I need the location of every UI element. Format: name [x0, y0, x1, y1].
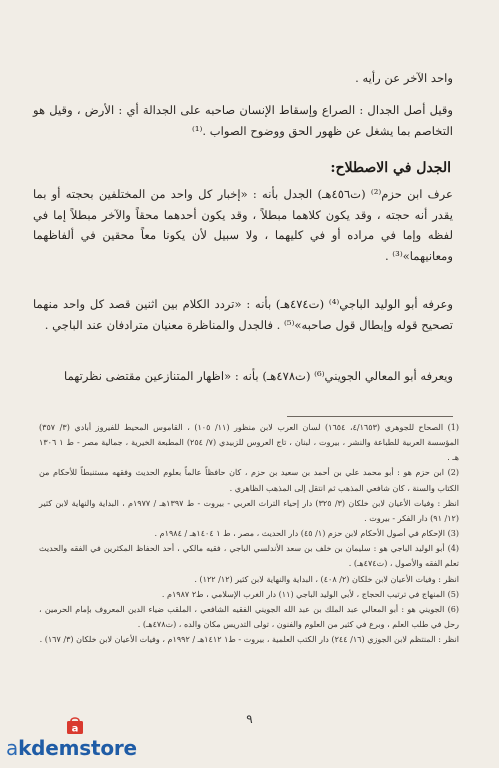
watermark-text-light: a [6, 736, 19, 760]
bag-letter: a [71, 723, 79, 735]
paragraph-5: ويعرفه أبو المعالي الجويني⁽⁶⁾ (ت٤٧٨هـ) بأنه : «اظهار المتنازعين مقتضى نظرتهما [64, 369, 453, 383]
footnotes [39, 420, 459, 647]
footnote-3: (3) الإحكام في أصول الأحكام لابن حزم (١/ ٤٥) دار الحديث ، مصر ، ط ١ ١٤٠٤هـ / ١٩٨٤م . [154, 529, 459, 539]
footnote-6-source: انظر : المنتظم لابن الجوزي (١٦/ ٢٤٤) دار الكتب العلمية ، بيروت - ط١ ١٤١٢هـ / ١٩٩٢م ، وفيات الأعيان لابن خلكان (٣/ ١٦٧) . [39, 635, 459, 645]
paragraph-2: وقيل أصل الجدال : الصراع وإسقاط الإنسان صاحبه على الجدالة أي : الأرض ، وقيل هو التخاصم بما يشغل عن ظهور الحق ووضوح الصواب .⁽¹⁾ [33, 103, 453, 138]
footnote-4-source: انظر : وفيات الأعيان لابن خلكان (٢/ ٤٠٨) ، البداية والنهاية لابن كثير (١٢/ ١٢٢) . [194, 574, 459, 584]
paragraph-3: عرف ابن حزم⁽²⁾ (ت٤٥٦هـ) الجدل بأنه : «إخبار كل واحد من المختلفين بحجته أو بما يقدر أنه حجته ، وقد يكون كلاهما مبطلاً ، وقد يكون أحدهما محقاً والآخر مبطلاً إما في لفظه وإما في مراده أو في كليهما ، ولا سبيل لأن يكونا معاً محقين في ألفاظهما ومعانيهما»⁽³⁾ . [33, 187, 453, 263]
akdemstore-watermark [6, 712, 156, 764]
footnote-divider [287, 416, 453, 417]
shopping-bag-icon [64, 714, 86, 736]
footnote-2-source: انظر : وفيات الأعيان لابن خلكان (٣/ ٣٢٥) دار إحياء التراث العربي - بيروت - ط ١٣٩٧هـ / ١٩٧٧م ، البداية والنهاية لابن كثير (١٢/ ٩١) دار الفكر - بيروت . [39, 498, 460, 523]
paragraph-4: وعرفه أبو الوليد الباجي⁽⁴⁾ (ت٤٧٤هـ) بأنه : «تردد الكلام بين اثنين قصد كل واحد منهما تصحيح قوله وإبطال قول صاحبه»⁽⁵⁾ . فالجدل والمناظرة معنيان مترادفان عند الباجي . [33, 297, 453, 332]
watermark-text [6, 736, 137, 760]
section-heading: الجدل في الاصطلاح: [330, 160, 451, 176]
footnote-4: (4) أبو الوليد الباجي هو : سليمان بن خلف بن سعد الأندلسي الباجي ، فقيه مالكي ، أحد الحفاظ المكثرين في الفقه والحديث تعلم الفقه والأصول ، (ت٤٧٤هـ) . [39, 544, 459, 569]
watermark-text-bold: kdemstore [18, 736, 137, 760]
footnote-6: (6) الجويني هو : أبو المعالي عبد الملك بن عبد الله الجويني الفقيه الشافعي ، الملقب ضياء الدين المعروف بإمام الحرمين ، رحل في طلب العلم ، وبرع في كثير من العلوم والفنون ، تولى التدريس مكان والده ، (ت٤٧٨هـ) . [39, 604, 459, 630]
footnote-2: (2) ابن حزم هو : أبو محمد علي بن أحمد بن سعيد بن حزم ، كان حافظاً عالماً بعلوم الحديث وفقهه مستنبطاً للأحكام من الكتاب والسنة ، كان شافعي المذهب ثم انتقل إلى المذهب الظاهري . [39, 468, 459, 493]
footnote-5: (5) المنهاج في ترتيب الحجاج ، لأبي الوليد الباجي (١١) دار الغرب الإسلامي ، ط٢ ١٩٨٧م . [161, 589, 459, 599]
page-number: ٩ [246, 712, 253, 726]
footnote-1: (1) الصحاح للجوهري (٤/١٦٥٣، ١٦٥٤) لسان العرب لابن منظور (١١/ ١٠٥) ، القاموس المحيط للفيروز أبادي (٣/ ٣٥٧) المؤسسة العربية للطباعة والنشر ، بيروت ، لبنان ، تاج العروس للزبيدي (٧/ ٢٥٤) المطبعة الخيرية ، جمالية مصر - ط ١ ١٣٠٦ هـ . [39, 423, 459, 463]
paragraph-1: واحد الآخر عن رأيه . [355, 71, 453, 85]
